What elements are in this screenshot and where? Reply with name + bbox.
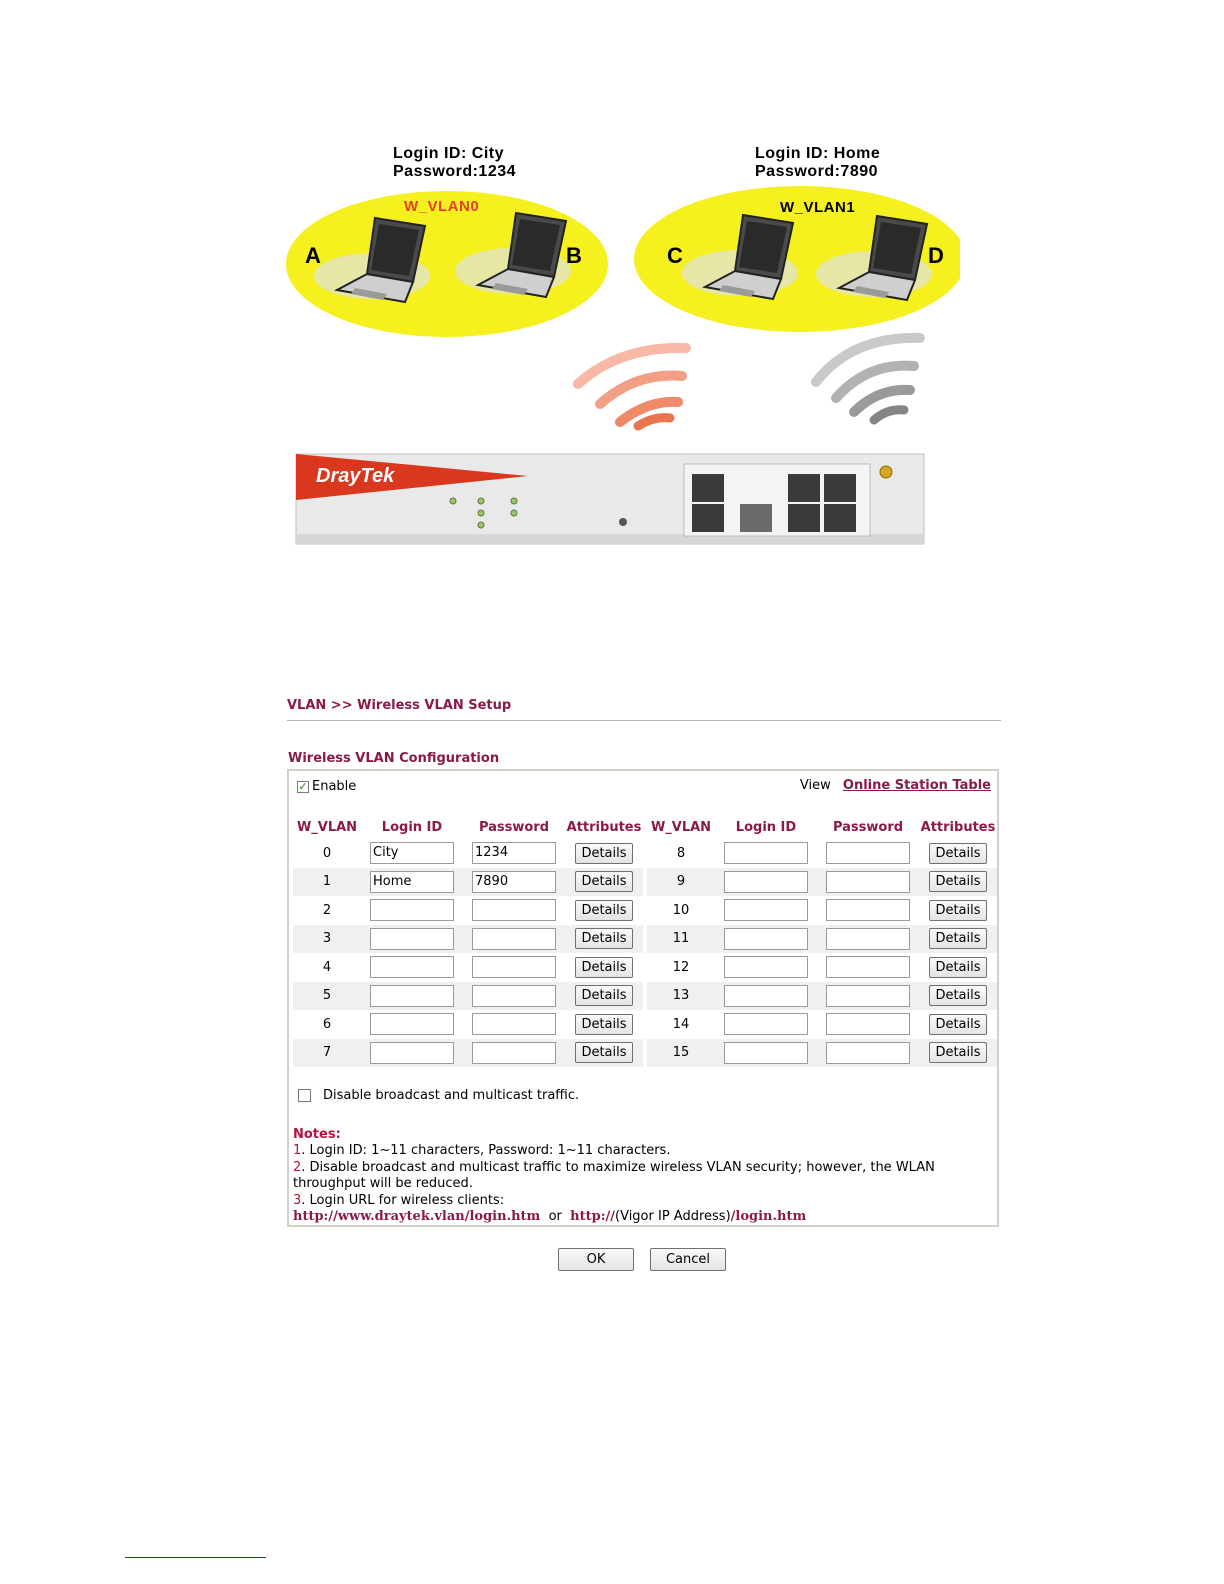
col-header: Login ID: [381, 819, 443, 835]
table-row: [293, 1010, 997, 1039]
login-id-input[interactable]: [370, 928, 454, 950]
table-row: [293, 1039, 997, 1068]
password-input[interactable]: 1234: [472, 842, 556, 864]
password-input[interactable]: [826, 956, 910, 978]
note-2: 2. Disable broadcast and multicast traffic to maximize wireless VLAN security; however, the WLAN throughput will be reduced.: [293, 1159, 935, 1192]
login-id-input[interactable]: [370, 956, 454, 978]
note-1: 1. Login ID: 1~11 characters, Password: 1~11 characters.: [293, 1143, 671, 1159]
password-input[interactable]: [826, 842, 910, 864]
login-id-input[interactable]: [724, 928, 808, 950]
table-row: [293, 896, 997, 925]
vlan-number: 3: [293, 925, 361, 954]
vlan0-credentials: [393, 145, 516, 181]
login-id-text: Login ID: City: [393, 145, 504, 162]
details-button[interactable]: Details: [929, 900, 987, 921]
vlan-number: 15: [647, 1039, 715, 1068]
vlan-number: 13: [647, 982, 715, 1011]
password-input[interactable]: [472, 1013, 556, 1035]
login-id-input[interactable]: [370, 899, 454, 921]
view-area: [800, 778, 991, 793]
breadcrumb: VLAN >> Wireless VLAN Setup: [287, 698, 512, 713]
login-url-2-middle: (Vigor IP Address): [615, 1209, 731, 1225]
vlan-number: 7: [293, 1039, 361, 1068]
vlan-number: 14: [672, 1016, 690, 1032]
pc-label-b: B: [566, 243, 582, 268]
password-text: Password:7890: [755, 163, 879, 180]
vlan-table: [293, 815, 997, 1067]
details-button[interactable]: Details: [929, 843, 987, 864]
disable-broadcast-checkbox[interactable]: [298, 1089, 311, 1102]
details-button[interactable]: Details: [575, 1014, 633, 1035]
col-header: Password: [478, 819, 550, 835]
vlan-number: 0: [322, 845, 332, 861]
vlan1-credentials: [755, 145, 880, 181]
divider: [287, 720, 1001, 721]
details-button[interactable]: Details: [575, 900, 633, 921]
diagram-graphic: [280, 140, 960, 560]
pc-label-a: A: [305, 243, 321, 268]
cancel-button[interactable]: Cancel: [650, 1248, 726, 1271]
details-button[interactable]: Details: [929, 871, 987, 892]
wireless-vlan-panel: [287, 769, 999, 1227]
or-text: or: [548, 1209, 562, 1225]
password-input[interactable]: [472, 956, 556, 978]
details-button[interactable]: Details: [575, 843, 633, 864]
network-diagram: [280, 140, 960, 560]
table-header-row: [293, 815, 997, 839]
password-input[interactable]: [826, 899, 910, 921]
broadcast-label: Disable broadcast and multicast traffic.: [323, 1088, 580, 1103]
vlan1-label: W_VLAN1: [780, 199, 856, 216]
details-button[interactable]: Details: [575, 985, 633, 1006]
vlan-number: 1: [293, 868, 361, 897]
login-id-text: Login ID: Home: [755, 145, 881, 162]
details-button[interactable]: Details: [575, 957, 633, 978]
broadcast-option[interactable]: [298, 1088, 579, 1103]
password-input[interactable]: [472, 899, 556, 921]
login-urls: [293, 1209, 983, 1225]
login-id-input[interactable]: [370, 985, 454, 1007]
vlan-number: 9: [647, 868, 715, 897]
details-button[interactable]: Details: [929, 1014, 987, 1035]
password-input[interactable]: [826, 985, 910, 1007]
password-input[interactable]: 7890: [472, 871, 556, 893]
login-id-input[interactable]: Home: [370, 871, 454, 893]
login-id-input[interactable]: [724, 842, 808, 864]
vlan-number: 6: [322, 1016, 332, 1032]
online-station-table-link[interactable]: Online Station Table: [842, 778, 991, 793]
password-input[interactable]: [826, 1013, 910, 1035]
login-id-input[interactable]: [370, 1042, 454, 1064]
vlan-number: 12: [672, 959, 690, 975]
ok-button[interactable]: OK: [558, 1248, 634, 1271]
login-id-input[interactable]: City: [370, 842, 454, 864]
login-url-2-suffix: /login.htm: [730, 1209, 807, 1225]
vlan-number: 8: [676, 845, 686, 861]
wireless-signal-icon: [578, 348, 686, 426]
enable-option[interactable]: [297, 779, 356, 794]
password-input[interactable]: [472, 985, 556, 1007]
notes-heading: Notes:: [293, 1127, 341, 1142]
vlan-number: 4: [322, 959, 332, 975]
table-row: [293, 839, 997, 868]
login-id-input[interactable]: [370, 1013, 454, 1035]
details-button[interactable]: Details: [575, 1042, 633, 1063]
vlan-number: 5: [293, 982, 361, 1011]
section-title: Wireless VLAN Configuration: [288, 751, 500, 766]
table-row: [293, 982, 997, 1011]
col-header: Password: [832, 819, 904, 835]
details-button[interactable]: Details: [575, 871, 633, 892]
details-button[interactable]: Details: [575, 928, 633, 949]
login-url-2-prefix: http://: [570, 1209, 616, 1225]
password-input[interactable]: [826, 871, 910, 893]
notes: [293, 1127, 983, 1225]
enable-label: Enable: [312, 779, 357, 794]
table-row: [293, 953, 997, 982]
login-id-input[interactable]: [724, 956, 808, 978]
password-input[interactable]: [826, 1042, 910, 1064]
wireless-signal-icon: [816, 338, 920, 420]
col-header: Attributes: [566, 819, 642, 835]
login-url-1: http://www.draytek.vlan/login.htm: [293, 1209, 541, 1225]
note-3: 3. Login URL for wireless clients:: [293, 1192, 505, 1208]
col-header: Login ID: [735, 819, 797, 835]
enable-checkbox[interactable]: ✓: [298, 779, 308, 793]
details-button[interactable]: Details: [929, 985, 987, 1006]
vlan0-label: W_VLAN0: [404, 198, 480, 215]
draytek-logo: DrayTek: [316, 465, 395, 487]
password-input[interactable]: [472, 1042, 556, 1064]
view-label: View: [799, 778, 831, 793]
col-header: W_VLAN: [296, 819, 358, 835]
login-id-input[interactable]: [724, 985, 808, 1007]
table-row: [293, 868, 997, 897]
login-id-input[interactable]: [724, 871, 808, 893]
login-id-input[interactable]: [724, 1042, 808, 1064]
vlan-number: 11: [647, 925, 715, 954]
col-header: W_VLAN: [650, 819, 712, 835]
pc-label-c: C: [667, 243, 683, 268]
vlan-number: 2: [322, 902, 332, 918]
table-row: [293, 925, 997, 954]
vlan-number: 10: [672, 902, 690, 918]
password-input[interactable]: [826, 928, 910, 950]
password-text: Password:1234: [393, 163, 517, 180]
password-input[interactable]: [472, 928, 556, 950]
details-button[interactable]: Details: [929, 957, 987, 978]
login-id-input[interactable]: [724, 1013, 808, 1035]
col-header: Attributes: [920, 819, 996, 835]
login-id-input[interactable]: [724, 899, 808, 921]
footnote-line: [125, 1557, 266, 1558]
details-button[interactable]: Details: [929, 928, 987, 949]
pc-label-d: D: [928, 243, 944, 268]
details-button[interactable]: Details: [929, 1042, 987, 1063]
